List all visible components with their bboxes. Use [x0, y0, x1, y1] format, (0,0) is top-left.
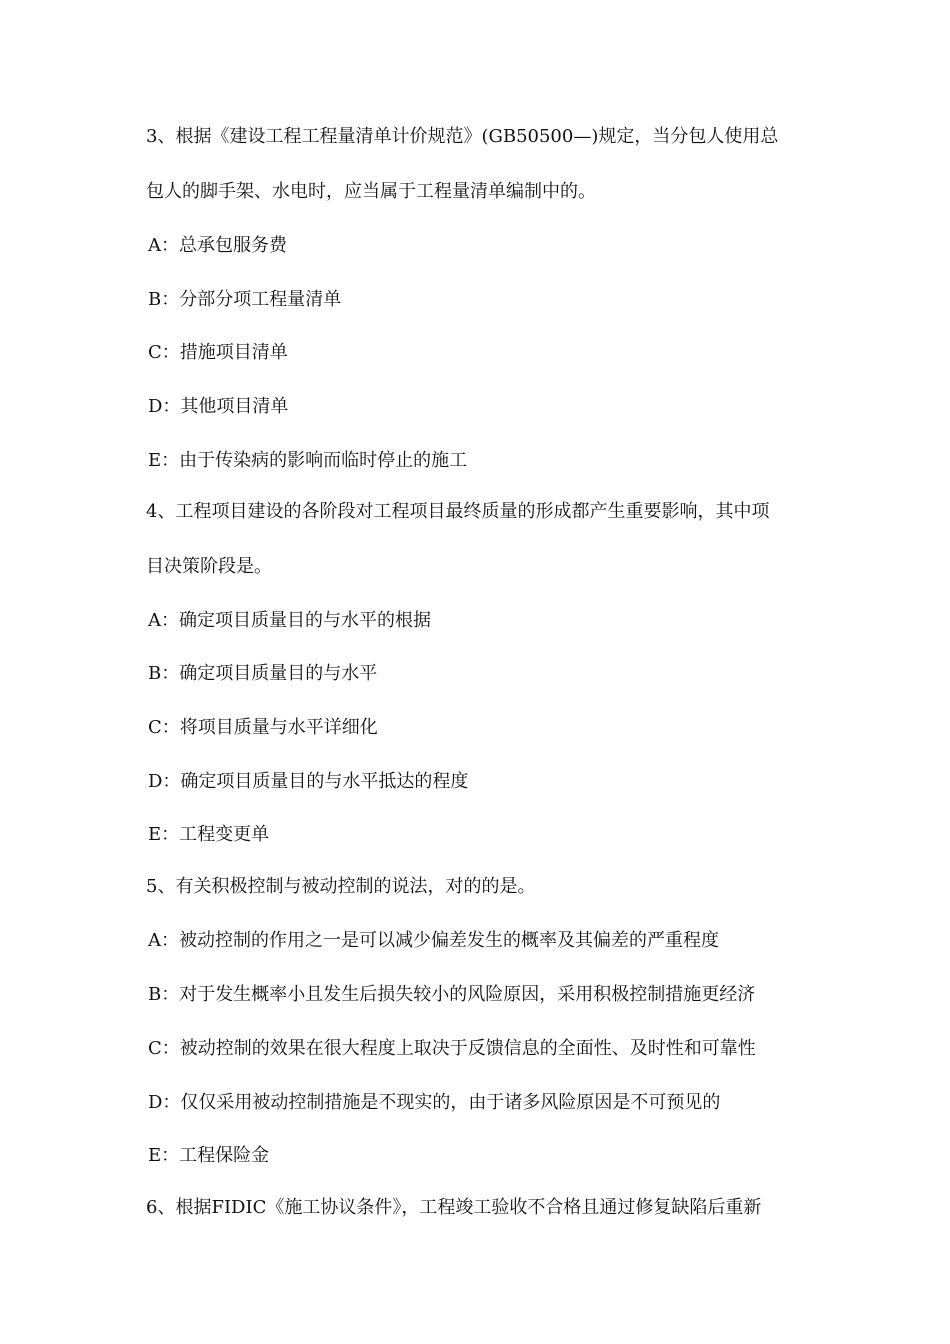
question-3-option-e: E：由于传染病的影响而临时停止的施工: [148, 450, 468, 471]
question-5-option-d: D：仅仅采用被动控制措施是不现实的，由于诸多风险原因是不可预见的: [148, 1092, 721, 1113]
question-3-option-a: A：总承包服务费: [148, 235, 287, 256]
question-4-option-e: E：工程变更单: [148, 824, 270, 845]
question-5-option-a: A：被动控制的作用之一是可以减少偏差发生的概率及其偏差的严重程度: [148, 930, 719, 951]
question-3-stem-line-1: 3、根据《建设工程工程量清单计价规范》(GB50500—)规定，当分包人使用总: [146, 126, 779, 147]
question-4-option-d: D：确定项目质量目的与水平抵达的程度: [148, 771, 469, 792]
question-4-option-b: B：确定项目质量目的与水平: [148, 663, 378, 684]
question-5-option-e: E：工程保险金: [148, 1145, 270, 1166]
question-3-option-c: C：措施项目清单: [148, 342, 288, 363]
question-4-option-c: C：将项目质量与水平详细化: [148, 717, 378, 738]
question-5-stem: 5、有关积极控制与被动控制的说法，对的的是。: [146, 876, 536, 897]
question-4-stem-line-2: 目决策阶段是。: [146, 556, 272, 577]
question-6-stem-line-1: 6、根据FIDIC《施工协议条件》，工程竣工验收不合格且通过修复缺陷后重新: [146, 1197, 762, 1218]
question-4-option-a: A：确定项目质量目的与水平的根据: [148, 610, 431, 631]
question-5-option-c: C：被动控制的效果在很大程度上取决于反馈信息的全面性、及时性和可靠性: [148, 1038, 756, 1059]
question-3-option-b: B：分部分项工程量清单: [148, 289, 342, 310]
question-3-stem-line-2: 包人的脚手架、水电时，应当属于工程量清单编制中的。: [146, 181, 596, 202]
question-4-stem-line-1: 4、工程项目建设的各阶段对工程项目最终质量的形成都产生重要影响，其中项: [146, 501, 770, 522]
question-3-option-d: D：其他项目清单: [148, 396, 289, 417]
question-5-option-b: B：对于发生概率小且发生后损失较小的风险原因，采用积极控制措施更经济: [148, 984, 756, 1005]
